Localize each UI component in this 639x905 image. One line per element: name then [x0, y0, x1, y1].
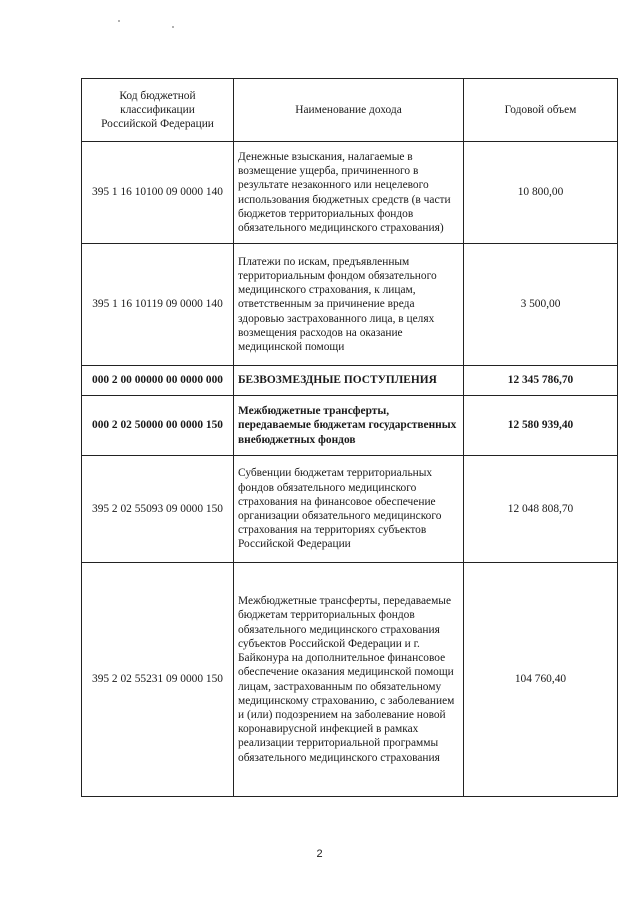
- row-code: 395 1 16 10100 09 0000 140: [82, 142, 234, 244]
- row-amount: 10 800,00: [464, 142, 618, 244]
- row-amount: 12 580 939,40: [464, 396, 618, 456]
- table-row: [82, 456, 618, 563]
- row-code: 395 1 16 10119 09 0000 140: [82, 244, 234, 366]
- row-name: Межбюджетные трансферты, передаваемые бюджетам государственных внебюджетных фондов: [234, 396, 464, 456]
- header-amount: Годовой объем: [464, 79, 618, 142]
- scan-speck: [118, 20, 120, 22]
- row-code: 000 2 02 50000 00 0000 150: [82, 396, 234, 456]
- table-header-row: [82, 79, 618, 142]
- row-amount: 3 500,00: [464, 244, 618, 366]
- row-code: 000 2 00 00000 00 0000 000: [82, 366, 234, 396]
- scan-speck: [172, 26, 174, 28]
- row-name: Денежные взыскания, налагаемые в возмещение ущерба, причиненного в результате незаконного или нецелевого использования бюджетных средств (в части бюджетов территориальных фондов обязательного медицинского страхования): [234, 142, 464, 244]
- row-amount: 104 760,40: [464, 563, 618, 797]
- row-name: Субвенции бюджетам территориальных фондов обязательного медицинского страхования на финансовое обеспечение организации обязательного медицинского страхования на территориях субъектов Российской Федерации: [234, 456, 464, 563]
- row-amount: 12 345 786,70: [464, 366, 618, 396]
- row-amount: 12 048 808,70: [464, 456, 618, 563]
- header-code: Код бюджетной классификации Российской Федерации: [82, 79, 234, 142]
- row-code: 395 2 02 55093 09 0000 150: [82, 456, 234, 563]
- row-name: Платежи по искам, предъявленным территориальным фондом обязательного медицинского страхования, к лицам, ответственным за причинение вреда здоровью застрахованного лица, в целях возмещения расходов на оказание медицинской помощи: [234, 244, 464, 366]
- table-row: [82, 142, 618, 244]
- table-row: [82, 244, 618, 366]
- header-name: Наименование дохода: [234, 79, 464, 142]
- page-number: 2: [316, 848, 323, 860]
- revenue-table: [81, 78, 618, 797]
- table-row: [82, 396, 618, 456]
- table-row: [82, 366, 618, 396]
- table-row: [82, 563, 618, 797]
- row-code: 395 2 02 55231 09 0000 150: [82, 563, 234, 797]
- row-name: Межбюджетные трансферты, передаваемые бюджетам территориальных фондов обязательного медицинского страхования субъектов Российской Федерации и г. Байконура на дополнительное финансовое обеспечение оказания медицинской помощи лицам, застрахованным по обязательному медицинскому страхованию, с заболеванием и (или) подозрением на заболевание новой коронавирусной инфекцией в рамках реализации территориальной программы обязательного медицинского страхования: [234, 563, 464, 797]
- row-name: БЕЗВОЗМЕЗДНЫЕ ПОСТУПЛЕНИЯ: [234, 366, 464, 396]
